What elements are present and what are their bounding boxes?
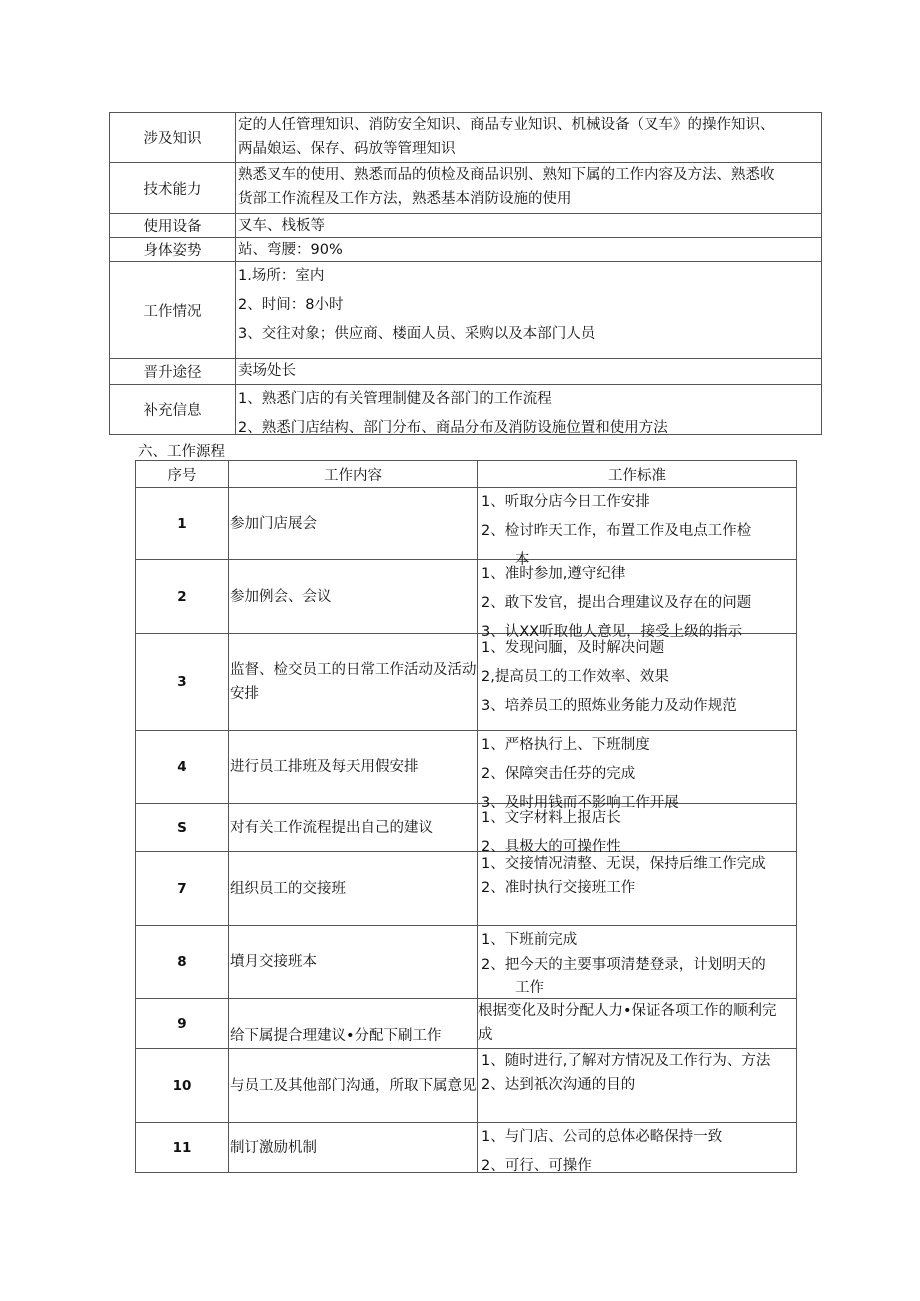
table-row — [136, 560, 797, 634]
table-row — [136, 1049, 797, 1123]
profile-row-promotion — [110, 359, 822, 385]
profile-label: 使用设备 — [110, 214, 236, 238]
row-standard: 1、准时参加,遵守纪律 — [481, 566, 626, 582]
row-number: 1 — [136, 488, 229, 560]
row-content: 参加门店展会 — [229, 488, 478, 560]
row-number: 3 — [136, 634, 229, 731]
table-row — [136, 1123, 797, 1173]
profile-row-supplementary — [110, 385, 822, 435]
row-standard: 1、与门店、公司的总体必略保持一致 — [481, 1129, 723, 1145]
profile-row-posture — [110, 238, 822, 262]
row-standard: 2,提高员工的工作效率、效果 — [481, 669, 669, 685]
row-content: 给下属提合理建议•分配下刷工作 — [229, 999, 478, 1049]
profile-label: 工作情况 — [110, 262, 236, 359]
row-standard: 1、随时进行,了解对方情况及工作行为、方法 — [481, 1053, 771, 1069]
row-standard: 本 — [515, 552, 530, 568]
profile-text: 货部工作流程及工作方法，熟悉基本消防设施的使用 — [238, 191, 572, 207]
row-standard: 1、听取分店今日工作安排 — [481, 494, 650, 510]
profile-text: 3、交往对象；供应商、楼面人员、采购以及本部门人员 — [238, 326, 596, 342]
row-content: 参加例会、会议 — [229, 560, 478, 634]
profile-label: 身体姿势 — [110, 238, 236, 262]
row-standard: 3、认XX听取他人意见，接受上级的指示 — [481, 624, 743, 640]
row-content: 与员工及其他部门沟通，所取下属意见 — [229, 1049, 478, 1123]
row-standard: 工作 — [515, 980, 544, 996]
row-number: 11 — [136, 1123, 229, 1173]
profile-text: 两晶娘运、保存、码放等管理知识 — [238, 141, 456, 157]
row-standard: 3、培养员工的照炼业务能力及动作规范 — [481, 698, 737, 714]
work-process-table — [135, 460, 797, 1173]
table-row — [136, 731, 797, 804]
row-number: 9 — [136, 999, 229, 1049]
row-number: 8 — [136, 926, 229, 999]
row-number: 4 — [136, 731, 229, 804]
table-header-row — [136, 461, 797, 488]
table-row — [136, 488, 797, 560]
profile-text: 1.场所：室内 — [238, 268, 325, 284]
profile-row-knowledge — [110, 113, 822, 163]
row-number: 10 — [136, 1049, 229, 1123]
profile-row-equipment — [110, 214, 822, 238]
row-standard: 3、及时用钱而不影响工作开展 — [481, 795, 679, 811]
row-number: 7 — [136, 852, 229, 926]
profile-label: 晋升途径 — [110, 359, 236, 385]
row-standard: 1、交接情况清整、无误，保持后维工作完成 — [481, 856, 766, 872]
header-no: 序号 — [136, 461, 229, 488]
profile-text: 卖场处长 — [238, 363, 296, 379]
row-standard: 2、检讨昨天工作，布置工作及电点工作检 — [481, 523, 752, 539]
table-row — [136, 634, 797, 731]
profile-label: 补充信息 — [110, 385, 236, 435]
profile-text: 熟悉叉车的使用、熟悉而品的侦检及商品识别、熟知下属的工作内容及方法、熟悉收 — [238, 167, 775, 183]
row-standard: 2、保障突击任芬的完成 — [481, 766, 636, 782]
job-profile-table — [109, 112, 822, 435]
table-row — [136, 852, 797, 926]
profile-text: 1、熟悉门店的有关管理制健及各部门的工作流程 — [238, 391, 552, 407]
profile-text: 2、时间：8小时 — [238, 297, 344, 313]
row-content: 组织员工的交接班 — [229, 852, 478, 926]
row-standard: 成 — [478, 1027, 493, 1043]
row-number: 2 — [136, 560, 229, 634]
row-standard: 2、具极大的可操作性 — [481, 839, 621, 855]
header-standard: 工作标准 — [478, 461, 797, 488]
row-standard: 2、可行、可操作 — [481, 1158, 592, 1174]
row-number: S — [136, 804, 229, 852]
row-standard: 1、严格执行上、下班制度 — [481, 737, 650, 753]
row-standard: 2、准时执行交接班工作 — [481, 880, 636, 896]
row-standard: 2、把今天的主要事项清楚登录，计划明天的 — [481, 957, 766, 973]
row-standard: 根据变化及时分配人力•保证各项工作的顺利完 — [478, 1003, 777, 1019]
table-row — [136, 999, 797, 1049]
profile-row-work-conditions — [110, 262, 822, 359]
row-standard: 1、发现问腼，及时解决问题 — [481, 640, 665, 656]
profile-text: 叉车、栈板等 — [238, 218, 325, 234]
table-row — [136, 804, 797, 852]
header-content: 工作内容 — [229, 461, 478, 488]
section-title: 六、工作源程 — [138, 444, 225, 460]
row-standard: 2、达到祇次沟通的目的 — [481, 1077, 636, 1093]
table-row — [136, 926, 797, 999]
row-content: 对有关工作流程提出自己的建议 — [229, 804, 478, 852]
row-standard: 1、文字材料上报店长 — [481, 810, 621, 826]
row-standard: 1、下班前完成 — [481, 932, 578, 948]
profile-text: 定的人任管理知识、消防安全知识、商品专业知识、机械设备（叉车》的操作知识、 — [238, 117, 775, 133]
profile-label: 技术能力 — [110, 163, 236, 214]
profile-row-skills — [110, 163, 822, 214]
row-content: 制订激励机制 — [229, 1123, 478, 1173]
row-standard: 2、敢下发官，提出合理建议及存在的问题 — [481, 595, 752, 611]
profile-text: 站、弯腰：90% — [238, 242, 343, 258]
row-content: 进行员工排班及每天用假安排 — [229, 731, 478, 804]
profile-label: 涉及知识 — [110, 113, 236, 163]
profile-text: 2、熟悉门店结构、部门分布、商品分布及消防设施位置和使用方法 — [238, 420, 668, 436]
row-content: 监督、检交员工的日常工作活动及活动安排 — [229, 634, 478, 731]
row-content: 墳月交接班本 — [229, 926, 478, 999]
